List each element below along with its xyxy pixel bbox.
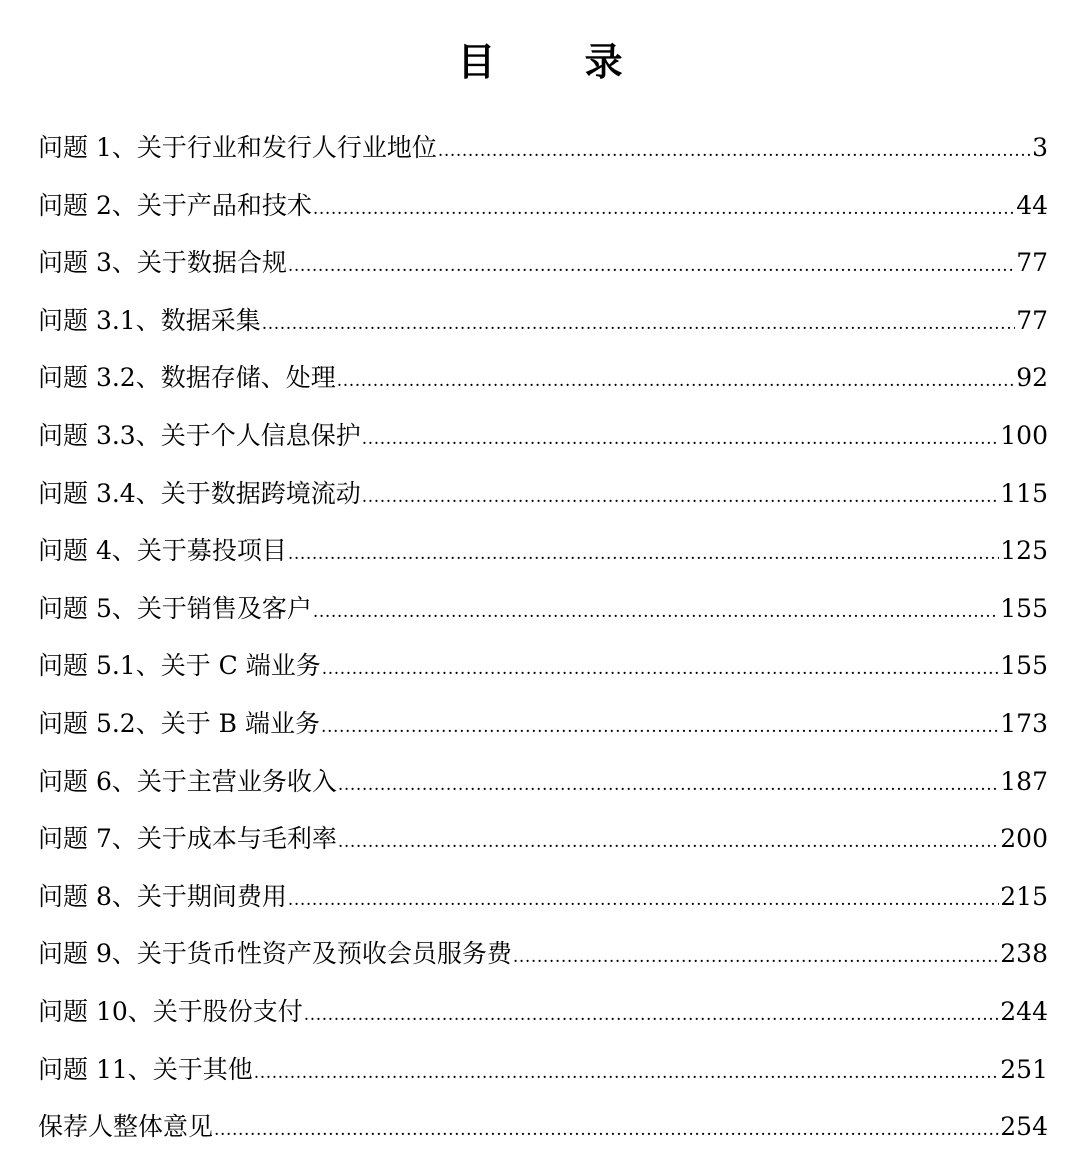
toc-entry-page: 115 — [1000, 478, 1048, 508]
toc-entry-label: 问题 3.4、关于数据跨境流动 — [38, 478, 361, 508]
toc-entry[interactable] — [38, 468, 1048, 526]
toc-entry-label: 保荐人整体意见 — [38, 1112, 214, 1142]
toc-entry[interactable] — [38, 1101, 1048, 1159]
toc-entry[interactable] — [38, 410, 1048, 468]
toc-dot-leader — [214, 1110, 999, 1135]
toc-entry-label: 问题 3、关于数据合规 — [38, 248, 287, 278]
toc-entry-label: 问题 2、关于产品和技术 — [38, 190, 312, 220]
toc-entry-page: 155 — [1000, 651, 1048, 681]
toc-title: 目 录 — [457, 40, 661, 84]
toc-entry-page: 77 — [1016, 248, 1048, 278]
toc-entry[interactable] — [38, 698, 1048, 756]
toc-entry[interactable] — [38, 180, 1048, 238]
toc-dot-leader — [337, 361, 1015, 386]
toc-entry[interactable] — [38, 352, 1048, 410]
toc-dot-leader — [304, 995, 1000, 1020]
toc-entry-page: 77 — [1016, 305, 1048, 335]
toc-entry[interactable] — [38, 986, 1048, 1044]
toc-entry-label: 问题 4、关于募投项目 — [38, 536, 287, 566]
toc-entry[interactable] — [38, 1044, 1048, 1102]
toc-entry[interactable] — [38, 525, 1048, 583]
toc-entry-label: 问题 5.1、关于 C 端业务 — [38, 651, 321, 681]
toc-entry-label: 问题 3.2、数据存储、处理 — [38, 363, 336, 393]
toc-dot-leader — [313, 592, 999, 617]
toc-dot-leader — [321, 707, 999, 732]
toc-entry-page: 173 — [1000, 708, 1048, 738]
toc-list — [38, 122, 1048, 1159]
toc-entry[interactable] — [38, 871, 1048, 929]
toc-entry-page: 244 — [1000, 996, 1048, 1026]
toc-entry-label: 问题 7、关于成本与毛利率 — [38, 824, 337, 854]
toc-entry-page: 92 — [1016, 363, 1048, 393]
toc-entry-page: 3 — [1032, 133, 1048, 162]
toc-entry[interactable] — [38, 813, 1048, 871]
toc-entry-label: 问题 1、关于行业和发行人行业地位 — [38, 133, 437, 162]
toc-dot-leader — [322, 649, 1000, 674]
toc-entry-label: 问题 5、关于销售及客户 — [38, 593, 312, 623]
toc-dot-leader — [338, 765, 999, 790]
toc-entry-label: 问题 9、关于货币性资产及预收会员服务费 — [38, 939, 512, 969]
toc-entry-label: 问题 3.1、数据采集 — [38, 305, 261, 335]
toc-entry-page: 251 — [1000, 1054, 1048, 1084]
toc-entry[interactable] — [38, 640, 1048, 698]
toc-entry[interactable] — [38, 237, 1048, 295]
toc-entry-page: 187 — [1000, 766, 1048, 796]
toc-entry-page: 238 — [1000, 939, 1048, 969]
toc-entry-page: 125 — [1000, 536, 1048, 566]
toc-entry-page: 100 — [1000, 420, 1048, 450]
toc-entry-page: 155 — [1000, 593, 1048, 623]
toc-entry[interactable] — [38, 583, 1048, 641]
toc-entry-page: 215 — [1000, 881, 1048, 911]
toc-entry-label: 问题 8、关于期间费用 — [38, 881, 287, 911]
toc-entry[interactable] — [38, 928, 1048, 986]
toc-dot-leader — [338, 822, 999, 847]
toc-entry[interactable] — [38, 295, 1048, 353]
toc-dot-leader — [288, 534, 999, 559]
toc-entry-page: 254 — [1000, 1112, 1048, 1142]
toc-entry-page: 200 — [1000, 824, 1048, 854]
toc-entry-label: 问题 3.3、关于个人信息保护 — [38, 420, 361, 450]
toc-entry[interactable] — [38, 756, 1048, 814]
toc-entry-label: 问题 10、关于股份支付 — [38, 996, 303, 1026]
toc-dot-leader — [288, 880, 999, 905]
toc-dot-leader — [313, 189, 1015, 214]
toc-entry-label: 问题 6、关于主营业务收入 — [38, 766, 337, 796]
toc-dot-leader — [438, 131, 1031, 156]
toc-dot-leader — [262, 304, 1015, 329]
toc-entry-page: 44 — [1016, 190, 1048, 220]
toc-dot-leader — [254, 1053, 1000, 1078]
toc-dot-leader — [362, 419, 1000, 444]
toc-entry-label: 问题 5.2、关于 B 端业务 — [38, 708, 320, 738]
toc-dot-leader — [288, 246, 1015, 271]
toc-entry[interactable] — [38, 122, 1048, 180]
toc-dot-leader — [362, 477, 1000, 502]
toc-entry-label: 问题 11、关于其他 — [38, 1054, 253, 1084]
toc-dot-leader — [513, 937, 999, 962]
